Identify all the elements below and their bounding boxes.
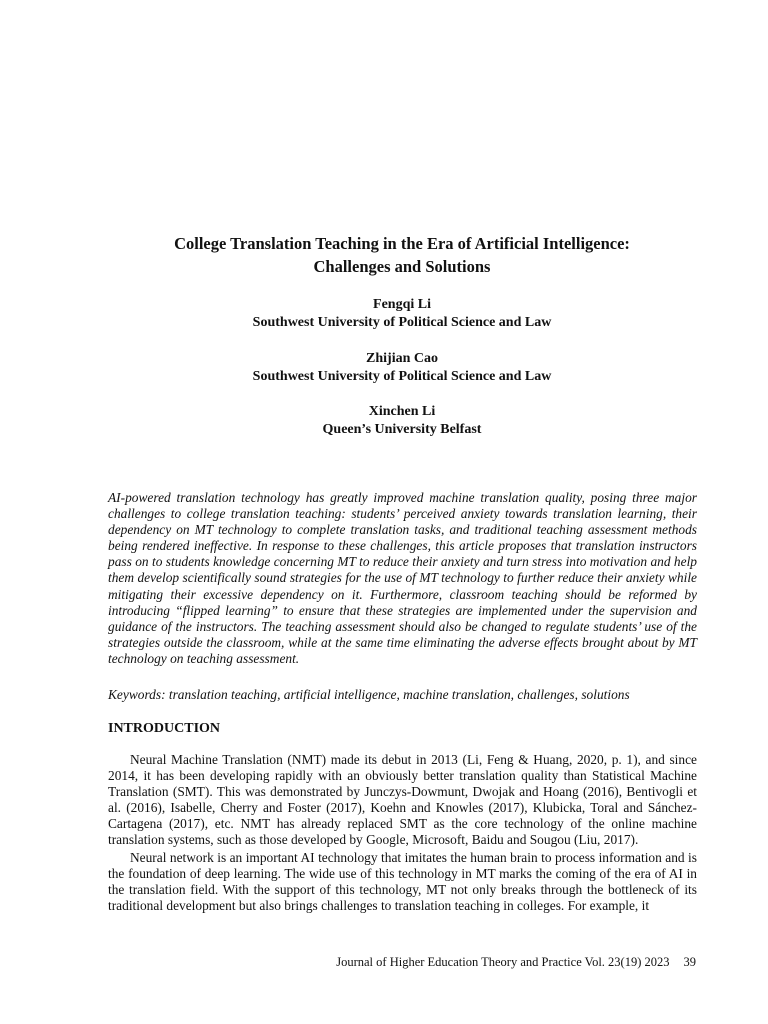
paper-title-line-1: College Translation Teaching in the Era of Artificial Intelligence: [174,234,630,253]
abstract: AI-powered translation technology has greatly improved machine translation quality, posing three major challenges to college translation teaching: students’ perceived anxiety towards translation learning, their dependency on MT technology to complete translation tasks, and traditional teaching assessment methods being rendered ineffective. In response to these challenges, this article proposes that translation instructors pass on to students knowledge concerning MT to reduce their anxiety and turn stress into motivation and help them develop scientifically sound strategies for the use of MT technology to further reduce their anxiety while mitigating their excessive dependency on it. Furthermore, classroom teaching should be reformed by introducing “flipped learning” to ensure that these strategies are implemented under the supervision and guidance of the instructors. The teaching assessment should also be changed to regulate students’ use of the strategies outside the classroom, while at the same time eliminating the adverse effects brought about by MT technology on teaching assessment. [108,490,697,666]
author-affiliation: Southwest University of Political Science and Law [252,369,552,384]
page-number: 39 [683,955,696,969]
author-affiliation: Queen’s University Belfast [322,422,482,437]
author-name: Zhijian Cao [366,351,438,366]
paper-title-line-2: Challenges and Solutions [313,257,491,276]
body-paragraph-1: Neural Machine Translation (NMT) made its debut in 2013 (Li, Feng & Huang, 2020, p. 1), and since 2014, it has been developing rapidly with an obviously better translation quality than Statistical Machine Translation (SMT). This was demonstrated by Junczys-Dowmunt, Dwojak and Hoang (2016), Bentivogli et al. (2016), Isabelle, Cherry and Foster (2017), Koehn and Knowles (2017), Klubicka, Toral and Sánchez-Cartagena (2017), etc. NMT has already replaced SMT as the core technology of the online machine translation systems, such as those developed by Google, Microsoft, Baidu and Sougou (Liu, 2017). [108,752,697,848]
author-name: Fengqi Li [373,297,431,312]
author-block-3 [108,403,696,439]
author-name: Xinchen Li [368,404,436,419]
author-block-2 [108,350,696,386]
journal-citation: Journal of Higher Education Theory and Practice Vol. 23(19) 2023 [336,955,670,969]
page-footer [336,954,696,970]
author-affiliation: Southwest University of Political Science and Law [252,315,552,330]
author-block-1 [108,296,696,332]
keywords: Keywords: translation teaching, artificial intelligence, machine translation, challenges, solutions [108,687,630,702]
body-paragraph-2: Neural network is an important AI technology that imitates the human brain to process information and is the foundation of deep learning. The wide use of this technology in MT marks the coming of the era of AI in the translation field. With the support of this technology, MT not only breaks through the bottleneck of its traditional development but also brings challenges to translation teaching in colleges. For example, it [108,850,697,914]
section-heading-introduction: INTRODUCTION [108,721,221,736]
paper-title [108,232,696,278]
